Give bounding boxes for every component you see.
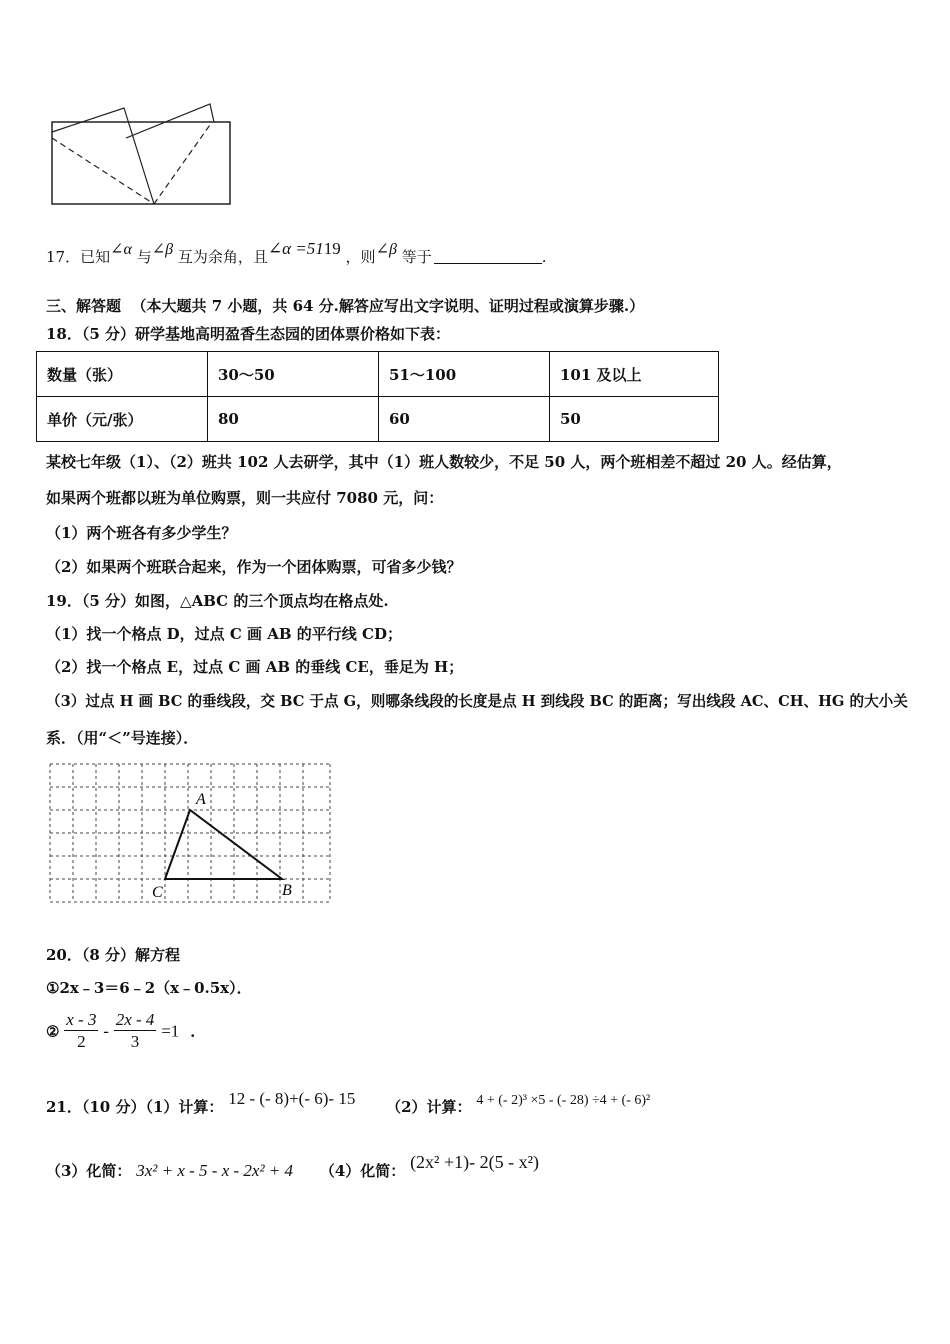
table-row <box>37 352 719 397</box>
q19-sub3b: 系．（用“＜”号连接）． <box>46 729 199 747</box>
table-cell: 单价（元/张） <box>37 397 208 442</box>
q18-stem: 18．（5 分）研学基地高明盈香生态园的团体票价格如下表： <box>46 325 451 343</box>
q18-para2: 如果两个班都以班为单位购票，则一共应付 7080 元，问： <box>46 489 444 507</box>
grid-triangle-figure <box>48 760 332 906</box>
table-cell: 101 及以上 <box>550 352 719 397</box>
table-cell: 50 <box>550 397 719 442</box>
vertex-b: B <box>282 882 292 899</box>
q19-sub2: （2）找一个格点 E，过点 C 画 AB 的垂线 CE，垂足为 H； <box>46 658 464 676</box>
expr-1: 12 - (- 8)+(- 6)- 15 <box>228 1089 356 1108</box>
q18-para1: 某校七年级（1）、（2）班共 102 人去研学，其中（1）班人数较少，不足 50 人，两个班相差不超过 20 人。经估算， <box>46 453 842 471</box>
folded-rectangle-figure <box>46 100 236 210</box>
expr-3: 3x² + x - 5 - x - 2x² + 4 <box>136 1161 294 1180</box>
q21-row2: （3）化简： 3x² + x - 5 - x - 2x² + 4 （4）化简： (2x² +1)- 2(5 - x²) <box>46 1152 539 1180</box>
expr-4: (2x² +1)- 2(5 - x²) <box>410 1152 539 1172</box>
fraction-2: $\frac{2x - 4}{3}$ <box>115 1010 155 1051</box>
q20-eq2: ② $\frac{x - 3}{2}$ - $\frac{2x - 4}{3}$ =1 . <box>46 1010 196 1051</box>
vertex-a: A <box>196 791 206 808</box>
table-row <box>37 397 719 442</box>
q19-sub1: （1）找一个格点 D，过点 C 画 AB 的平行线 CD； <box>46 625 402 643</box>
q19-sub3a: （3）过点 H 画 BC 的垂线段，交 BC 于点 G，则哪条线段的长度是点 H 到线段 BC 的距离；写出线段 AC、CH、HG 的大小关 <box>46 693 908 710</box>
table-cell: 数量（张） <box>37 352 208 397</box>
q19-stem: 19．（5 分）如图，△ABC 的三个顶点均在格点处. <box>46 592 389 610</box>
q20-stem: 20．（8 分）解方程 <box>46 946 181 964</box>
q17-line: 17．已知∠α 与∠β 互为余角，且∠α =5119 ，则∠β 等于 . <box>46 239 547 266</box>
table-cell: 80 <box>208 397 379 442</box>
table-cell: 30～50 <box>208 352 379 397</box>
expr-2: 4 + (- 2)³ ×5 - (- 28) ÷4 + (- 6)² <box>476 1093 651 1108</box>
answer-blank[interactable] <box>434 249 542 264</box>
table-cell: 51～100 <box>379 352 550 397</box>
fraction-1: $\frac{x - 3}{2}$ <box>66 1010 97 1051</box>
section-title: 三、解答题 （本大题共 7 小题，共 64 分.解答应写出文字说明、证明过程或演算步骤.） <box>46 297 645 315</box>
q17-beta: ∠β <box>151 241 174 258</box>
q18-sub2: （2）如果两个班联合起来，作为一个团体购票，可省多少钱？ <box>46 558 462 576</box>
ticket-price-table <box>36 351 719 442</box>
q17-alpha: ∠α <box>110 241 132 258</box>
q20-eq1: ①2x﹣3＝6﹣2（x﹣0.5x）． <box>46 979 252 997</box>
q18-sub1: （1）两个班各有多少学生？ <box>46 524 237 542</box>
q17-beta2: ∠β <box>375 241 397 258</box>
q17-alpha-eq: ∠α =51 <box>267 239 324 258</box>
vertex-c: C <box>152 884 163 901</box>
q21-row1: 21．（10 分）（1）计算： 12 - (- 8)+(- 6)- 15 （2）计算： 4 + (- 2)³ ×5 - (- 28) ÷4 + (- 6)² <box>46 1089 651 1116</box>
table-cell: 60 <box>379 397 550 442</box>
